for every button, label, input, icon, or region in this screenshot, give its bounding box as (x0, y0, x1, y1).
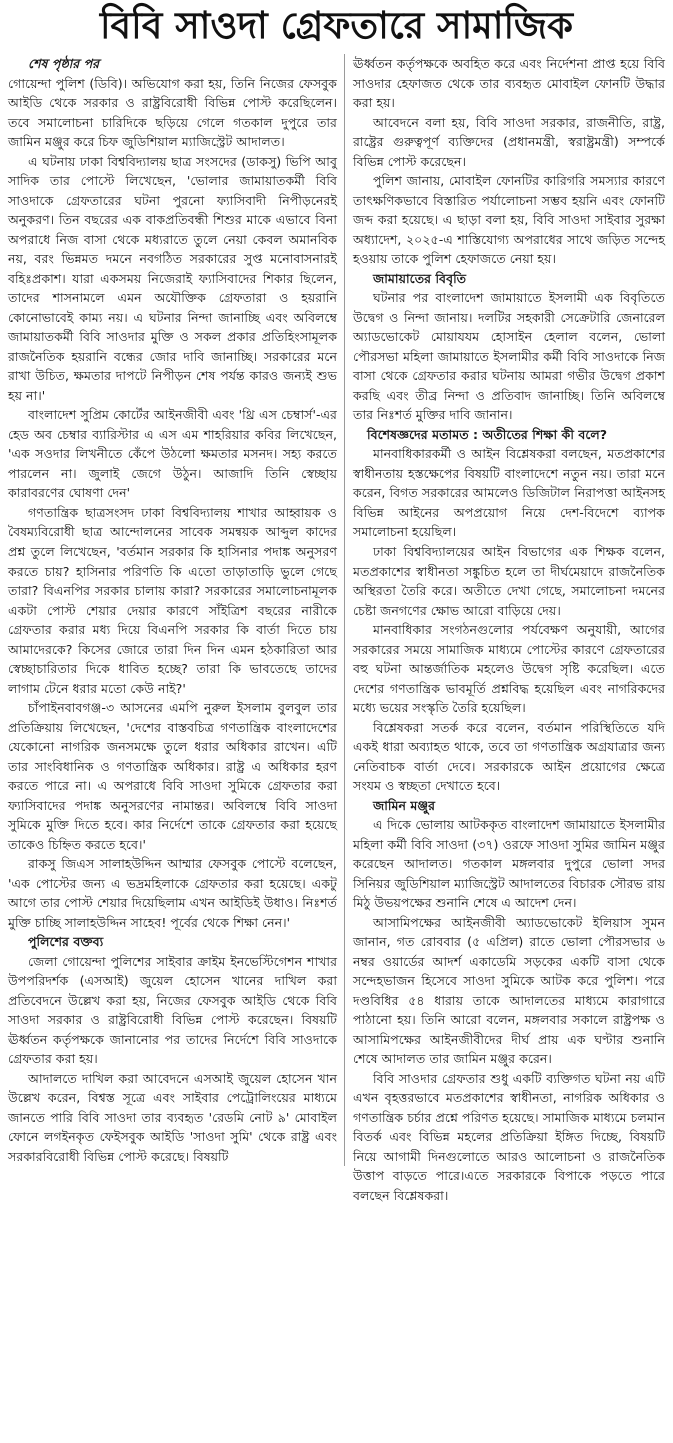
paragraph: আসামিপক্ষের আইনজীবী অ্যাডভোকেট ইলিয়াস সুমন জানান, গত রোববার (৫ এপ্রিল) রাতে ভোলা পৌরসভার ৬ নম্বর ওয়ার্ডের আদর্শ একাডেমি সড়কের একটি বাসা থেকে সন্দেহভাজন হিসেবে সাওদা সুমিকে আটক করে পুলিশ। পরে দণ্ডবিধির ৫৪ ধারায় তাকে আদালতের মাধ্যমে কারাগারে পাঠানো হয়। তিনি আরো বলেন, মঙ্গলবার সকালে রাষ্ট্রপক্ষ ও আসামিপক্ষের আইনজীবীদের দীর্ঘ প্রায় এক ঘণ্টার শুনানি শেষে আদালত তার জামিন মঞ্জুর করেন। (353, 914, 665, 1067)
paragraph: বিবি সাওদার গ্রেফতার শুধু একটি ব্যক্তিগত ঘটনা নয় এটি এখন বৃহত্তরভাবে মতপ্রকাশের স্বাধীনতা, নাগরিক অধিকার ও গণতান্ত্রিক চর্চার প্রশ্নে পরিণত হয়েছে। সামাজিক মাধ্যমে চলমান বিতর্ক এবং বিভিন্ন মহলের প্রতিক্রিয়া ইঙ্গিত দিচ্ছে, বিষয়টি নিয়ে আগামী দিনগুলোতে আরও আলোচনা ও রাজনৈতিক উত্তাপ বাড়তে পারে।এতে সরকারকে বিপাকে পড়তে পারে বলছেন বিশ্লেষকরা। (353, 1070, 665, 1203)
subheading-police: পুলিশের বক্তব্য (28, 934, 104, 950)
paragraph: আদালতে দাখিল করা আবেদনে এসআই জুয়েল হোসেন খান উল্লেখ করেন, বিশ্বস্ত সূত্রে এবং সাইবার পেট্রোলিংয়ের মাধ্যমে জানতে পারি বিবি সাওদা তার ব্যবহৃত 'রেডমি নোট ৯' মোবাইল ফোনে লগইনকৃত ফেইসবুক আইডি 'সাওদা সুমি' থেকে রাষ্ট্র এবং সরকারবিরোধী বিভিন্ন পোস্ট করেছে। বিষয়টি (8, 1070, 337, 1164)
subheading-jamaat: জামায়াতের বিবৃতি (373, 270, 467, 286)
paragraph: গণতান্ত্রিক ছাত্রসংসদ ঢাকা বিশ্ববিদ্যালয় শাখার আহ্বায়ক ও বৈষম্যবিরোধী ছাত্র আন্দোলনের সাবেক সমন্বয়ক আব্দুল কাদের প্রশ্ন তুলে লিখেছেন, 'বর্তমান সরকার কি হাসিনার পদাঙ্ক অনুসরণ করতে চায়? হাসিনার পরিণতি কি এতো তাড়াতাড়ি ভুলে গেছে তারা? বিএনপির সরকার চালায় কারা? সরকারের সমালোচনামূলক একটা পোস্ট শেয়ার দেয়ার কারণে সাঁইত্রিশ বছরের নারীকে গ্রেফতার করার মধ্য দিয়ে বিএনপি সরকার কি বার্তা দিতে চায় আমাদেরকে? কিসের জোরে তারা দিন দিন এমন হঠকারিতা আর স্বেচ্ছাচারিতার দিকে ধাবিত হচ্ছে? তারা কি ভাবতেছে তাদের লাগাম টেনে ধরার মতো কেউ নাই?' (8, 504, 337, 696)
paragraph: এ ঘটনায় ঢাকা বিশ্ববিদ্যালয় ছাত্র সংসদের (ডাকসু) ভিপি আবু সাদিক তার পোস্টে লিখেছেন, 'ভোলার জামায়াতকর্মী বিবি সাওদাকে গ্রেফতারের ঘটনা পুরনো ফ্যাসিবাদী নিপীড়নেরই অনুকরণ। তিন বছরের এক বাকপ্রতিবন্ধী শিশুর মাকে এভাবে বিনা অপরাধে নিজ বাসা থেকে মধ্যরাতে তুলে নেয়া কেবল অমানবিক নয়, বরং ভিন্নমত দমনে নবগঠিত সরকারের সুপ্ত মনোবাসনারই বহিঃপ্রকাশ। যারা একসময় নিজেরাই ফ্যাসিবাদের শিকার ছিলেন, তাদের শাসনামলে এমন অযৌক্তিক গ্রেফতারা ও হয়রানি কোনোভাবেই কাম্য নয়। এ ঘটনার নিন্দা জানাচ্ছি এবং অবিলম্বে জামায়াতকর্মী বিবি সাওদার মুক্তি ও সকল প্রকার প্রতিহিংসামূলক রাজনৈতিক হয়রানি বন্ধের জোর দাবি জানাচ্ছি। সরকারের মনে রাখা উচিত, ক্ষমতার দাপটে নিপীড়ন শেষ পর্যন্ত কারও জন্যই শুভ হয় না।' (8, 153, 337, 403)
paragraph: ঢাকা বিশ্ববিদ্যালয়ের আইন বিভাগের এক শিক্ষক বলেন, মতপ্রকাশের স্বাধীনতা সঙ্কুচিত হলে তা দীর্ঘমেয়াদে রাজনৈতিক অস্থিরতা তৈরি করে। অতীতে দেখা গেছে, সমালোচনা দমনের চেষ্টা জনগণের ক্ষোভ আরো বাড়িয়ে দেয়। (353, 543, 665, 618)
paragraph: রাকসু জিএস সালাহউদ্দিন আম্মার ফেসবুক পোস্টে বলেছেন, 'এক পোস্টের জন্য এ ভদ্রমহিলাকে গ্রেফতার করা হয়েছে। একটু আগে তার পোস্ট শেয়ার দিয়েছিলাম এখন আইডিই উধাও। নিঃশর্ত মুক্তি চাচ্ছি সালাহউদ্দিন সাহেব! পূর্বের থেকে শিক্ষা নেন।' (8, 856, 337, 930)
subheading-experts: বিশেষজ্ঞদের মতামত : অতীতের শিক্ষা কী বলে? (367, 426, 608, 442)
paragraph: মানবাধিকার সংগঠনগুলোর পর্যবেক্ষণ অনুযায়ী, আগের সরকারের সময়ে সামাজিক মাধ্যমে পোস্টের কারণে গ্রেফতারের বহু ঘটনা আন্তর্জাতিক মহলেও উদ্বেগ সৃষ্টি করেছিল। এতে দেশের গণতান্ত্রিক ভাবমূর্তি প্রশ্নবিদ্ধ হয়েছিল এবং নাগরিকদের মধ্যে ভয়ের সংস্কৃতি তৈরি হয়েছিল। (353, 622, 665, 716)
paragraph: বাংলাদেশ সুপ্রিম কোর্টের আইনজীবী এবং 'থ্রি এস চেম্বার্স'-এর হেড অব চেম্বার ব্যারিস্টার এ এস এম শাহরিয়ার কবির লিখেছেন, 'এক সওদার লিখনীতে কেঁপে উঠলো ক্ষমতার মসনদ। সহ্য করতে পারলেন না। জুলাই জেগে উঠুন। আজাদি তিনি স্বেচ্ছায় কারাবরণের ঘোষণা দেন' (8, 407, 337, 501)
paragraph: পুলিশ জানায়, মোবাইল ফোনটির কারিগরি সমস্যার কারণে তাৎক্ষণিকভাবে বিস্তারিত পর্যালোচনা সম্ভব হয়নি এবং ফোনটি জব্দ করা হয়েছে। এ ছাড়া বলা হয়, বিবি সাওদা সাইবার সুরক্ষা অধ্যাদেশ, ২০২৫-এ শাস্তিযোগ্য অপরাধের সাথে জড়িত সন্দেহ হওয়ায় তাকে পুলিশ হেফাজতে নেয়া হয়। (353, 173, 665, 267)
paragraph: ঊর্ধ্বতন কর্তৃপক্ষকে অবহিত করে এবং নির্দেশনা প্রাপ্ত হয়ে বিবি সাওদার হেফাজত থেকে তার ব্যবহৃত মোবাইল ফোনটি উদ্ধার করা হয়। (353, 56, 665, 111)
paragraph: আবেদনে বলা হয়, বিবি সাওদা সরকার, রাজনীতি, রাষ্ট্র, রাষ্ট্রের গুরুত্বপূর্ণ ব্যক্তিদের (প্রধানমন্ত্রী, স্বরাষ্ট্রমন্ত্রী) সম্পর্কে বিভিন্ন পোস্ট করেছেন। (353, 114, 665, 169)
paragraph: ঘটনার পর বাংলাদেশ জামায়াতে ইসলামী এক বিবৃতিতে উদ্বেগ ও নিন্দা জানায়। দলটির সহকারী সেক্রেটারি জেনারেল অ্যাডভোকেট মোয়াযযম হোসাইন হেলাল বলেন, ভোলা পৌরসভা মহিলা জামায়াতে ইসলামীর কর্মী বিবি সাওদাকে নিজ বাসা থেকে গ্রেফতার করার ঘটনায় আমরা গভীর উদ্বেগ প্রকাশ করছি এবং তীব্র নিন্দা ও প্রতিবাদ জানাচ্ছি। তিনি অবিলম্বে তার নিঃশর্ত মুক্তির দাবি জানান। (353, 290, 665, 423)
paragraph: এ দিকে ভোলায় আটককৃত বাংলাদেশ জামায়াতে ইসলামীর মহিলা কর্মী বিবি সাওদা (৩৭) ওরফে সাওদা সুমির জামিন মঞ্জুর করেছেন আদালত। গতকাল মঙ্গলবার দুপুরে ভোলা সদর সিনিয়র জুডিশিয়াল ম্যাজিস্ট্রেট আদালতের বিচারক সৌরভ রায় মিঠু উভয়পক্ষের শুনানি শেষে এ আদেশ দেন। (353, 817, 665, 911)
article-body (0, 54, 673, 1205)
paragraph: চাঁপাইনবাবগঞ্জ-৩ আসনের এমপি নুরুল ইসলাম বুলবুল তার প্রতিক্রিয়ায় লিখেছেন, 'দেশের বাস্তবচিত্র গণতান্ত্রিক বাংলাদেশের যেকোনো নাগরিক জনসমক্ষে তুলে ধরার অধিকার রাখেন। এটি তার সাংবিধানিক ও গণতান্ত্রিক অধিকার। রাষ্ট্র এ অধিকার হরণ করতে পারে না। এ অপরাধে বিবি সাওদা সুমিকে গ্রেফতার করা ফ্যাসিবাদের পদাঙ্ক অনুসরণের নামান্তর। অবিলম্বে বিবি সাওদা সুমিকে মুক্তি দিতে হবে। কার নির্দেশে তাকে গ্রেফতার করা হয়েছে তাকেও চিহ্নিত করতে হবে।' (8, 700, 337, 852)
headline: বিবি সাওদা গ্রেফতারে সামাজিক (99, 4, 574, 47)
article-column-right (345, 54, 665, 1205)
paragraph: মানবাধিকারকর্মী ও আইন বিশ্লেষকরা বলছেন, মতপ্রকাশের স্বাধীনতায় হস্তক্ষেপের বিষয়টি বাংলাদেশে নতুন নয়। তারা মনে করেন, বিগত সরকারের আমলেও ডিজিটাল নিরাপত্তা আইনসহ বিভিন্ন আইনের অপপ্রয়োগ নিয়ে দেশ-বিদেশে ব্যাপক সমালোচনা হয়েছিল। (353, 446, 665, 540)
paragraph: জেলা গোয়েন্দা পুলিশের সাইবার ক্রাইম ইনভেস্টিগেশন শাখার উপপরিদর্শক (এসআই) জুয়েল হোসেন খানের দাখিল করা প্রতিবেদনে উল্লেখ করা হয়, নিজের ফেসবুক আইডি থেকে বিবি সাওদা সরকার ও রাষ্ট্রবিরোধী বিভিন্ন পোস্ট করেছেন। বিষয়টি ঊর্ধ্বতন কর্তৃপক্ষকে জানানোর পর তাদের নির্দেশে বিবি সাওদাকে গ্রেফতার করা হয়। (8, 953, 337, 1067)
continued-from-label: শেষ পৃষ্ঠার পর (28, 56, 100, 72)
subheading-bail: জামিন মঞ্জুর (373, 797, 436, 813)
article-column-left (8, 54, 345, 1166)
paragraph: বিশ্লেষকরা সতর্ক করে বলেন, বর্তমান পরিস্থিতিতে যদি একই ধারা অব্যাহত থাকে, তবে তা গণতান্ত্রিক অগ্রযাত্রার জন্য নেতিবাচক বার্তা দেবে। সরকারকে আইন প্রয়োগের ক্ষেত্রে সংযম ও স্বচ্ছতা দেখাতে হবে। (353, 719, 665, 794)
paragraph: গোয়েন্দা পুলিশ (ডিবি)। অভিযোগ করা হয়, তিনি নিজের ফেসবুক আইডি থেকে সরকার ও রাষ্ট্রবিরোধী বিভিন্ন পোস্ট করেছিলেন। তবে সমালোচনা চারিদিকে ছড়িয়ে গেলে গতকাল দুপুরে তার জামিন মঞ্জুর করে চিফ জুডিশিয়াল ম্যাজিস্ট্রেট আদালত। (8, 75, 337, 150)
